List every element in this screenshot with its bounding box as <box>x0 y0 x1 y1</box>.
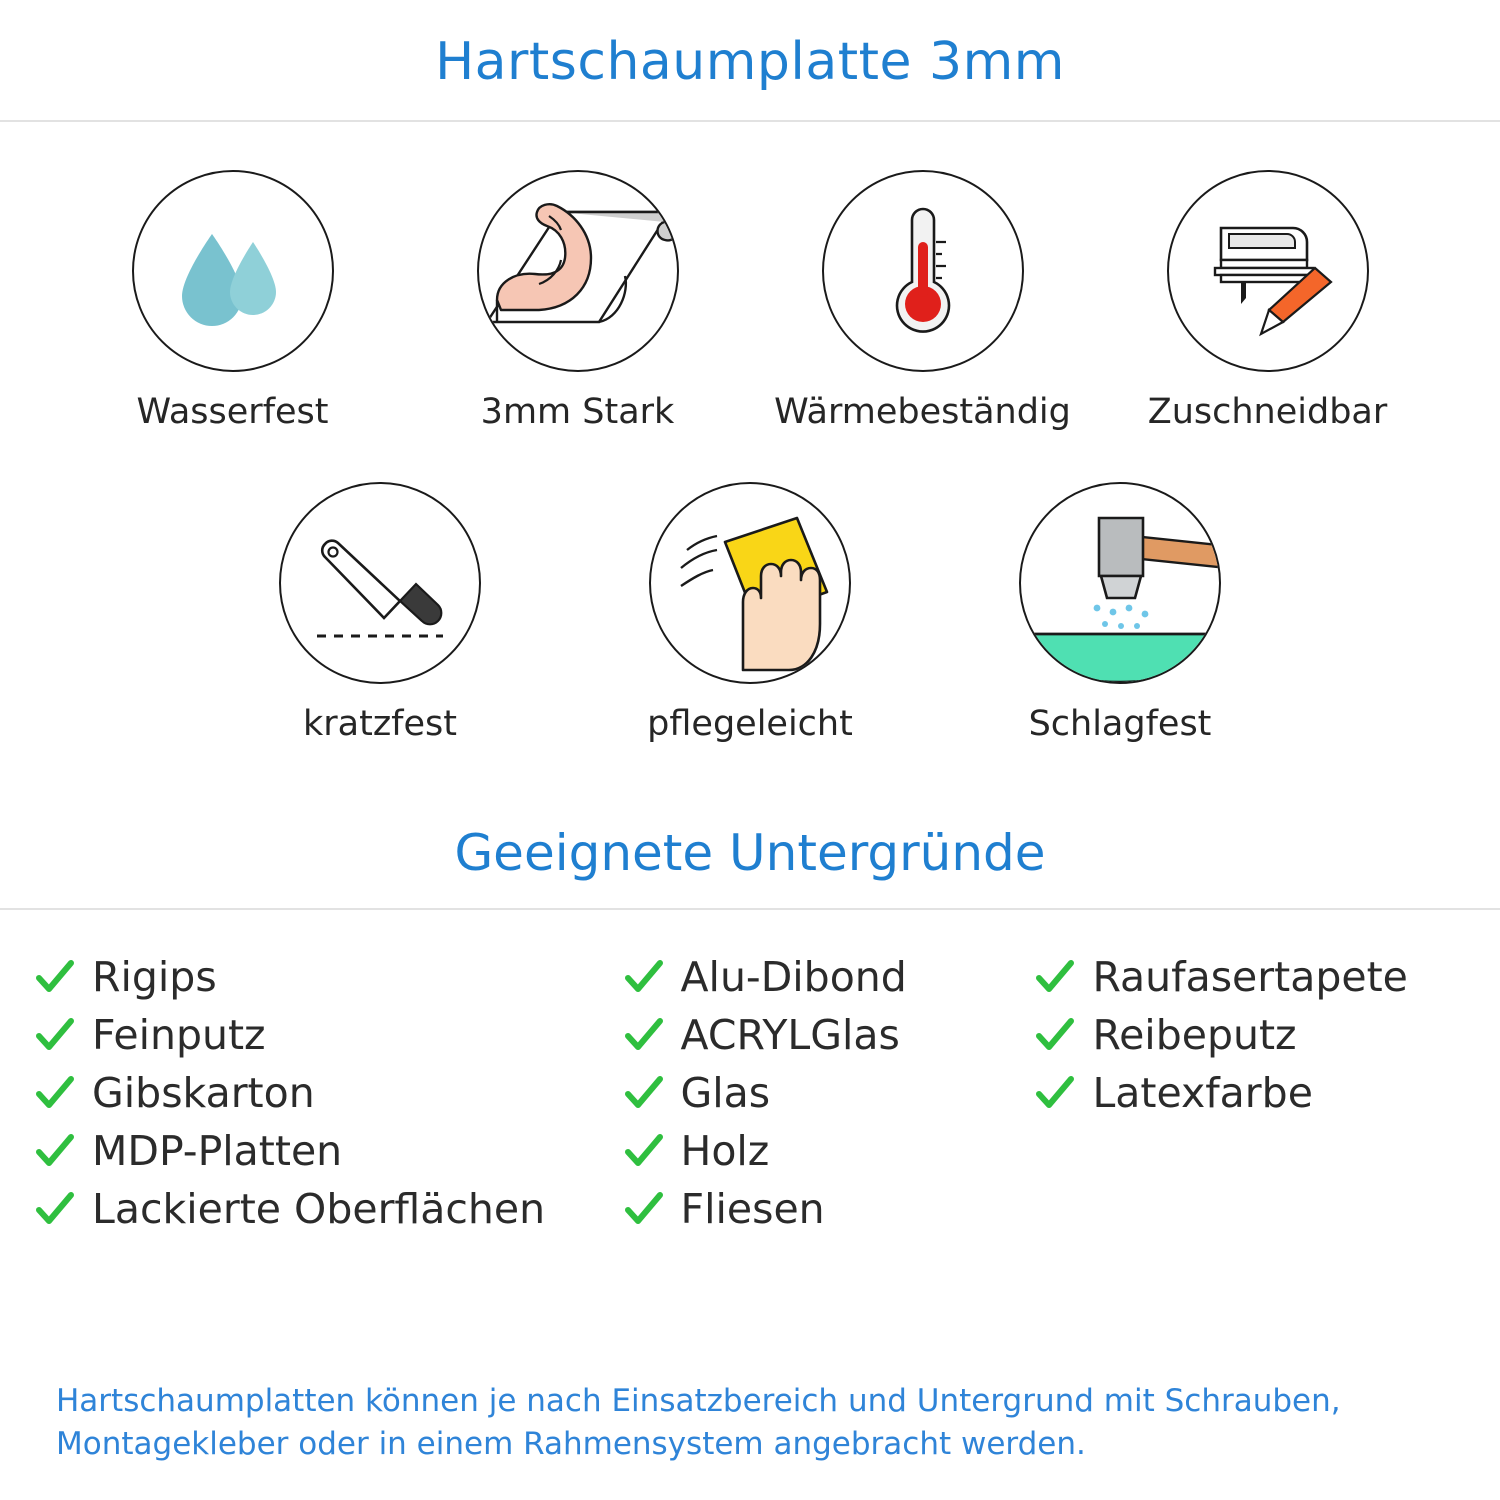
list-item-label: Holz <box>680 1127 770 1175</box>
check-icon <box>1034 1014 1076 1056</box>
check-icon <box>1034 956 1076 998</box>
feature-row-2 <box>0 482 1500 744</box>
feature-wasserfest <box>60 170 405 432</box>
list-item <box>1034 948 1466 1006</box>
feature-label: 3mm Stark <box>480 392 675 432</box>
list-item-label: Feinputz <box>92 1011 266 1059</box>
list-item <box>1034 1064 1466 1122</box>
list-item <box>623 1180 1035 1238</box>
list-item-label: Glas <box>680 1069 771 1117</box>
feature-row-1 <box>0 170 1500 432</box>
substrates-column-1 <box>34 948 623 1238</box>
list-item <box>34 1122 623 1180</box>
list-item-label: ACRYLGlas <box>680 1011 900 1059</box>
thermometer-icon <box>822 170 1024 372</box>
substrates-column-2 <box>623 948 1035 1238</box>
list-item-label: Alu-Dibond <box>680 953 907 1001</box>
feature-label: Zuschneidbar <box>1147 392 1388 432</box>
substrates-list <box>0 910 1500 1238</box>
check-icon <box>623 1014 665 1056</box>
footer-note: Hartschaumplatten können je nach Einsatzbereich und Untergrund mit Schrauben, Montagekleber oder in einem Rahmensystem angebracht werden. <box>56 1383 1341 1463</box>
feature-label: pflegeleicht <box>647 704 853 744</box>
check-icon <box>34 956 76 998</box>
feature-pflegeleicht <box>565 482 935 744</box>
list-item <box>623 948 1035 1006</box>
list-item <box>34 948 623 1006</box>
feature-label: kratzfest <box>302 704 457 744</box>
list-item-label: Latexfarbe <box>1092 1069 1313 1117</box>
feature-label: Wasserfest <box>136 392 329 432</box>
list-item-label: Gibskarton <box>92 1069 315 1117</box>
list-item-label: Rigips <box>92 953 217 1001</box>
page-title: Hartschaumplatte 3mm <box>435 32 1065 92</box>
check-icon <box>623 1072 665 1114</box>
flexing-arm-icon <box>477 170 679 372</box>
check-icon <box>1034 1072 1076 1114</box>
check-icon <box>34 1072 76 1114</box>
list-item-label: Raufasertapete <box>1092 953 1408 1001</box>
jigsaw-cutter-icon <box>1167 170 1369 372</box>
check-icon <box>34 1130 76 1172</box>
feature-label: Wärmebeständig <box>774 392 1071 432</box>
list-item <box>34 1006 623 1064</box>
list-item <box>1034 1006 1466 1064</box>
check-icon <box>34 1014 76 1056</box>
water-drops-icon <box>132 170 334 372</box>
list-item-label: Fliesen <box>680 1185 825 1233</box>
check-icon <box>623 956 665 998</box>
list-item-label: MDP-Platten <box>92 1127 343 1175</box>
feature-zuschneidbar <box>1095 170 1440 432</box>
list-item-label: Reibeputz <box>1092 1011 1297 1059</box>
knife-scratch-icon <box>279 482 481 684</box>
feature-kratzfest <box>195 482 565 744</box>
feature-waermebestaendig <box>750 170 1095 432</box>
cleaning-cloth-hand-icon <box>649 482 851 684</box>
list-item <box>623 1064 1035 1122</box>
list-item-label: Lackierte Oberflächen <box>92 1185 546 1233</box>
hammer-impact-icon <box>1019 482 1221 684</box>
list-item <box>34 1064 623 1122</box>
feature-label: Schlagfest <box>1028 704 1212 744</box>
feature-schlagfest <box>935 482 1305 744</box>
check-icon <box>623 1130 665 1172</box>
list-item <box>623 1006 1035 1064</box>
list-item <box>623 1122 1035 1180</box>
list-item <box>34 1180 623 1238</box>
feature-grid <box>0 122 1500 744</box>
substrates-title: Geeignete Untergründe <box>454 824 1046 882</box>
check-icon <box>623 1188 665 1230</box>
check-icon <box>34 1188 76 1230</box>
feature-3mm-stark <box>405 170 750 432</box>
substrates-column-3 <box>1034 948 1466 1238</box>
